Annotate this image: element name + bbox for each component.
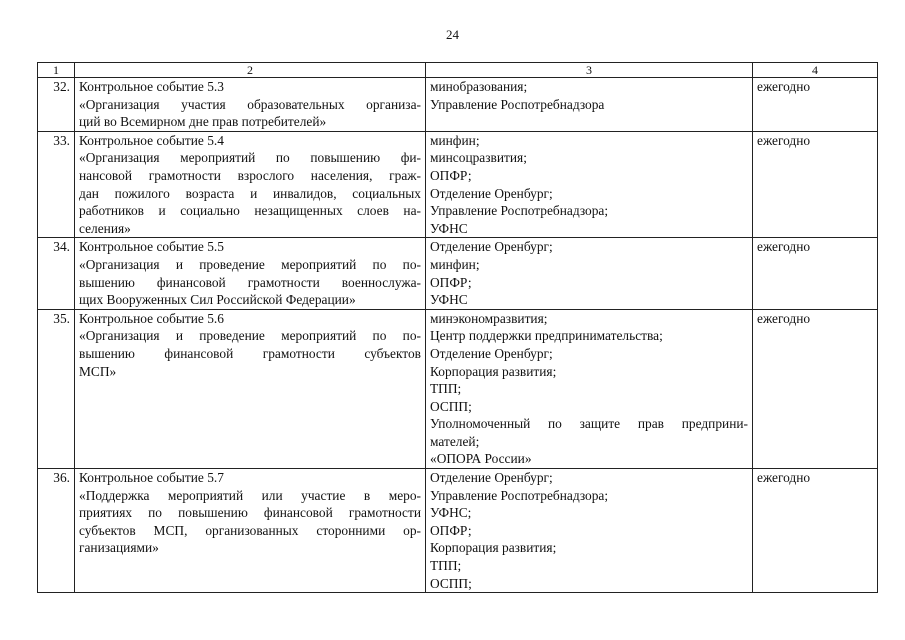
event-description-line: ций во Всемирном дне прав потребителей» [79, 114, 327, 130]
executors-cell [426, 131, 753, 238]
event-title: Контрольное событие 5.6 [79, 310, 224, 326]
executor-item: Отделение Оренбург; [430, 239, 553, 255]
event-description-line: вышению финансовой грамотности субъектов [79, 345, 421, 361]
event-cell [75, 238, 426, 309]
executor-item: ОПФР; [430, 167, 472, 183]
event-description-line: «Организация участия образовательных организа- [79, 96, 421, 112]
event-title: Контрольное событие 5.3 [79, 79, 224, 94]
executor-item: минфин; [430, 256, 480, 272]
term-cell: ежегодно [753, 131, 878, 238]
event-description-line: МСП» [79, 363, 117, 379]
event-cell [75, 131, 426, 238]
executor-item: Управление Роспотребнадзора [430, 96, 605, 112]
page-number: 24 [446, 27, 459, 42]
executor-item: минфин; [430, 132, 480, 148]
event-description-line: селения» [79, 220, 131, 236]
executor-item: минсоцразвития; [430, 150, 527, 166]
executor-item: УФНС; [430, 505, 472, 521]
executor-item: ТПП; [430, 558, 462, 574]
executor-item: Управление Роспотребнадзора; [430, 203, 609, 219]
table-row [38, 131, 878, 238]
term-cell: ежегодно [753, 469, 878, 593]
table-header-row [38, 63, 878, 78]
event-description-line: нансовой грамотности взрослого населения, граж- [79, 167, 421, 183]
event-description-line: «Организация и проведение мероприятий по по- [79, 256, 421, 272]
row-number: 34. [38, 238, 75, 309]
row-number: 36. [38, 469, 75, 593]
event-description-line: приятиях по повышению финансовой грамотности [79, 505, 421, 521]
executor-item: Корпорация развития; [430, 363, 557, 379]
table-row [38, 309, 878, 468]
executor-item: Отделение Оренбург; [430, 345, 553, 361]
term-cell: ежегодно [753, 309, 878, 468]
executor-item: Отделение Оренбург; [430, 185, 553, 201]
executor-item: УФНС [430, 220, 468, 236]
event-description-line: «Организация мероприятий по повышению фи- [79, 150, 421, 166]
event-description-line: щих Вооруженных Сил Российской Федерации» [79, 292, 356, 308]
executor-item: минобразования; [430, 79, 528, 94]
event-description-line: ганизациями» [79, 540, 159, 556]
event-description-line: субъектов МСП, организованных сторонними ор- [79, 522, 421, 538]
executor-item: «ОПОРА России» [430, 451, 532, 467]
row-number: 32. [38, 78, 75, 132]
row-number: 35. [38, 309, 75, 468]
executor-item: Центр поддержки предпринимательства; [430, 328, 663, 344]
executor-item: ОСПП; [430, 575, 472, 591]
executors-cell [426, 238, 753, 309]
event-cell [75, 78, 426, 132]
executor-item: Управление Роспотребнадзора; [430, 487, 609, 503]
event-description-line: вышению финансовой грамотности военнослужа- [79, 274, 421, 290]
event-title: Контрольное событие 5.7 [79, 470, 224, 486]
executor-item: ОПФР; [430, 274, 472, 290]
column-header: 2 [75, 63, 426, 78]
executor-item: УФНС [430, 292, 468, 308]
table-row [38, 238, 878, 309]
term-cell: ежегодно [753, 78, 878, 132]
executor-item: ТПП; [430, 381, 462, 397]
executor-item: минэкономразвития; [430, 310, 548, 326]
executor-item: мателей; [430, 433, 480, 449]
events-table [37, 62, 878, 593]
row-number: 33. [38, 131, 75, 238]
executor-item: ОСПП; [430, 398, 472, 414]
table-row [38, 78, 878, 132]
event-cell [75, 469, 426, 593]
event-description-line: работников и социально незащищенных слоев на- [79, 203, 421, 219]
term-cell: ежегодно [753, 238, 878, 309]
column-header: 1 [38, 63, 75, 78]
executors-cell [426, 309, 753, 468]
event-description-line: дан пожилого возраста и инвалидов, социальных [79, 185, 421, 201]
column-header: 3 [426, 63, 753, 78]
executors-cell [426, 78, 753, 132]
table-row [38, 469, 878, 593]
executor-item: ОПФР; [430, 522, 472, 538]
event-cell [75, 309, 426, 468]
event-description-line: «Поддержка мероприятий или участие в меро- [79, 487, 421, 503]
event-title: Контрольное событие 5.5 [79, 239, 224, 255]
executor-item: Корпорация развития; [430, 540, 557, 556]
executor-item: Уполномоченный по защите прав предприни- [430, 416, 748, 432]
event-description-line: «Организация и проведение мероприятий по по- [79, 328, 421, 344]
event-title: Контрольное событие 5.4 [79, 132, 224, 148]
executors-cell [426, 469, 753, 593]
column-header: 4 [753, 63, 878, 78]
executor-item: Отделение Оренбург; [430, 470, 553, 486]
